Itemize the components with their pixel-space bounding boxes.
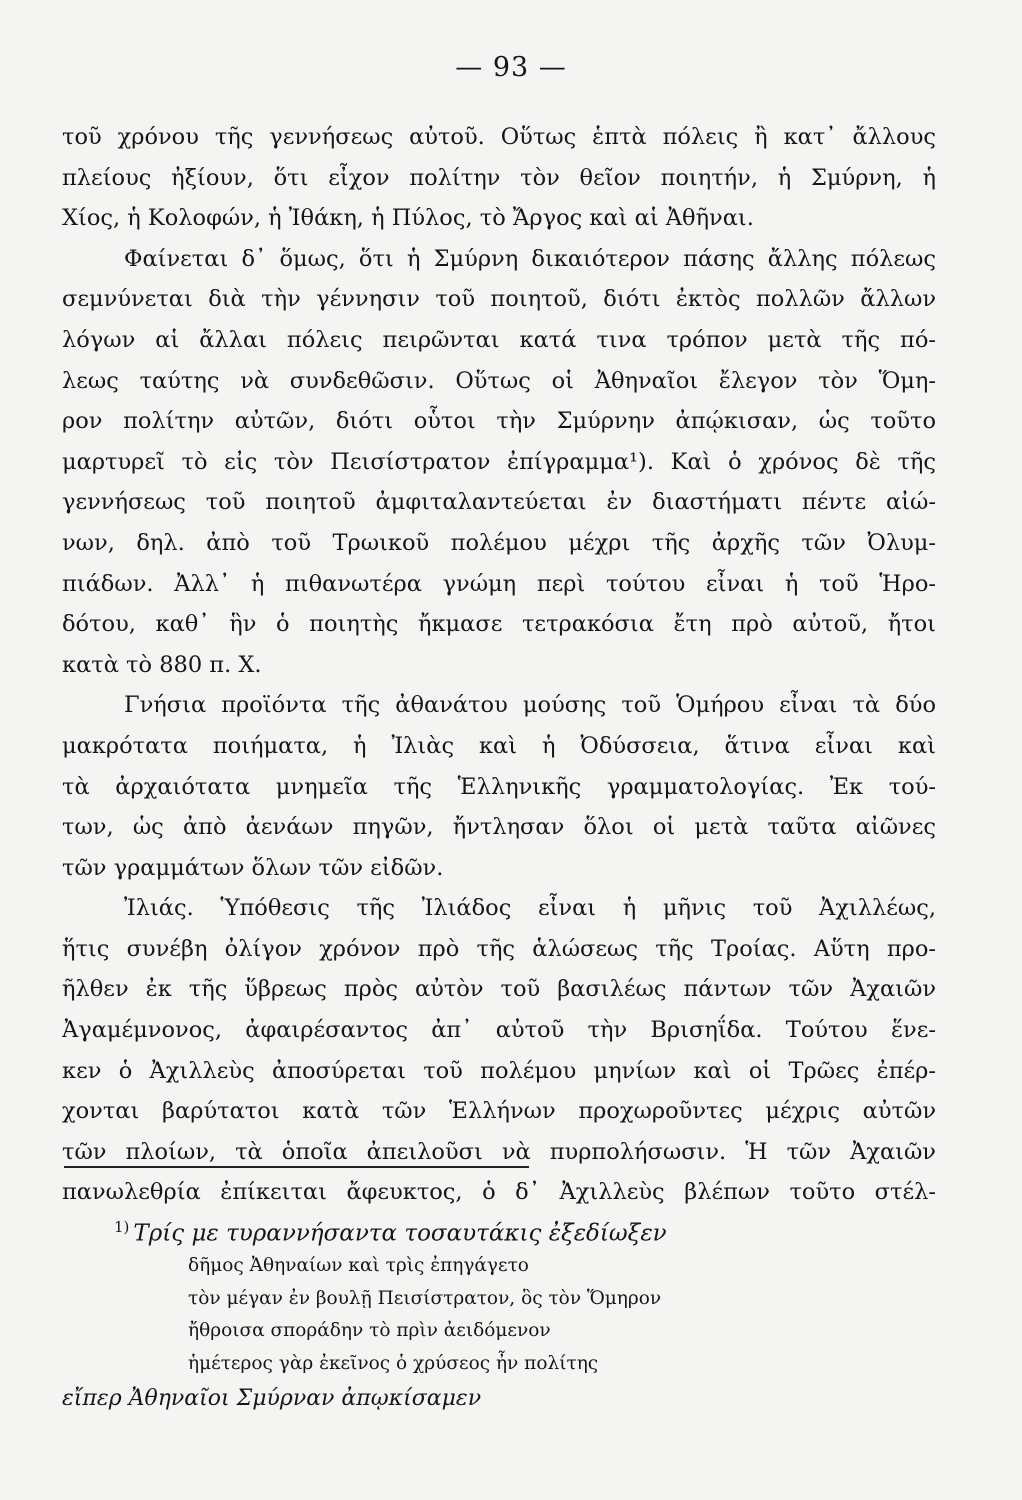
text-line: τὰ ἀρχαιότατα μνημεῖα τῆς Ἑλληνικῆς γραμματολογίας. Ἐκ τού- <box>62 773 936 800</box>
text-line: μακρότατα ποιήματα, ἡ Ἰλιὰς καὶ ἡ Ὀδύσσεια, ἅτινα εἶναι καὶ <box>62 732 936 759</box>
poem-line: δῆμος Ἀθηναίων καὶ τρὶς ἐπηγάγετο <box>188 1255 529 1276</box>
text-line: σεμνύνεται διὰ τὴν γέννησιν τοῦ ποιητοῦ, διότι ἐκτὸς πολλῶν ἄλλων <box>62 286 936 313</box>
text-line: νων, δηλ. ἀπὸ τοῦ Τρωικοῦ πολέμου μέχρι τῆς ἀρχῆς τῶν Ὀλυμ- <box>62 529 936 556</box>
text-line: λόγων αἱ ἄλλαι πόλεις πειρῶνται κατά τινα τρόπον μετὰ τῆς πό- <box>62 326 936 353</box>
text-line: μαρτυρεῖ τὸ εἰς τὸν Πεισίστρατον ἐπίγραμμα¹). Καὶ ὁ χρόνος δὲ τῆς <box>62 448 936 475</box>
text-line: ῆλθεν ἐκ τῆς ὕβρεως πρὸς αὐτὸν τοῦ βασιλέως πάντων τῶν Ἀχαιῶν <box>62 976 936 1003</box>
text-line: χονται βαρύτατοι κατὰ τῶν Ἑλλήνων προχωροῦντες μέχρις αὐτῶν <box>62 1098 936 1125</box>
footnote-first-line <box>114 1208 934 1246</box>
text-line: λεως ταύτης νὰ συνδεθῶσιν. Οὕτως οἱ Ἀθηναῖοι ἔλεγον τὸν Ὅμη- <box>62 367 936 394</box>
text-line: τῶν πλοίων, τὰ ὁποῖα ἀπειλοῦσι νὰ πυρπολήσωσιν. Ἡ τῶν Ἀχαιῶν <box>62 1138 936 1165</box>
footnote <box>114 1208 934 1380</box>
footnote-marker: 1) <box>114 1218 130 1236</box>
text-line: κατὰ τὸ 880 π. Χ. <box>62 651 262 678</box>
text-line: γεννήσεως τοῦ ποιητοῦ ἀμφιταλαντεύεται ἐν διαστήματι πέντε αἰώ- <box>62 489 936 516</box>
poem-line: τὸν μέγαν ἐν βουλῇ Πεισίστρατον, ὃς τὸν Ὅμηρον <box>188 1287 662 1309</box>
footnote-last-line: εἴπερ Ἀθηναῖοι Σμύρναν ἀπῳκίσαμεν <box>62 1386 482 1411</box>
text-line: των, ὡς ἀπὸ ἀενάων πηγῶν, ἤντλησαν ὅλοι οἱ μετὰ ταῦτα αἰῶνες <box>62 814 936 841</box>
footnote-first-line-text: Τρίς με τυραννήσαντα τοσαυτάκις ἐξεδίωξεν <box>133 1220 667 1247</box>
poem-line: ἤθροισα σποράδην τὸ πρὶν ἀειδόμενον <box>188 1320 551 1341</box>
text-line: ἥτις συνέβη ὀλίγον χρόνον πρὸ τῆς ἁλώσεως τῆς Τροίας. Αὕτη προ- <box>62 935 936 962</box>
footnote-poem <box>114 1250 934 1380</box>
text-line: ρον πολίτην αὐτῶν, διότι οὗτοι τὴν Σμύρνην ἀπῴκισαν, ὡς τοῦτο <box>62 408 936 435</box>
text-line: Φαίνεται δ᾽ ὅμως, ὅτι ἡ Σμύρνη δικαιότερον πάσης ἄλλης πόλεως <box>124 245 936 272</box>
footnote-divider <box>64 1166 529 1168</box>
text-line: δότου, καθ᾽ ἣν ὁ ποιητὴς ἤκμασε τετρακόσια ἔτη πρὸ αὐτοῦ, ἤτοι <box>62 611 936 638</box>
poem-line: ἡμέτερος γὰρ ἐκεῖνος ὁ χρύσεος ἦν πολίτης <box>188 1352 599 1374</box>
body-text <box>62 117 936 1213</box>
text-line: Χίος, ἡ Κολοφών, ἡ Ἰθάκη, ἡ Πύλος, τὸ Ἄργος καὶ αἱ Ἀθῆναι. <box>62 205 754 232</box>
text-line: τοῦ χρόνου τῆς γεννήσεως αὐτοῦ. Οὕτως ἑπτὰ πόλεις ἢ κατ᾽ ἄλλους <box>62 124 936 150</box>
text-line: πλείους ἠξίουν, ὅτι εἶχον πολίτην τὸν θεῖον ποιητήν, ἡ Σμύρνη, ἡ <box>62 164 936 191</box>
text-line: Γνήσια προϊόντα τῆς ἀθανάτου μούσης τοῦ Ὁμήρου εἶναι τὰ δύο <box>124 692 936 719</box>
text-line: τῶν γραμμάτων ὅλων τῶν εἰδῶν. <box>62 854 444 881</box>
text-line: πανωλεθρία ἐπίκειται ἄφευκτος, ὁ δ᾽ Ἀχιλλεὺς βλέπων τοῦτο στέλ- <box>62 1179 936 1206</box>
text-line: πιάδων. Ἀλλ᾽ ἡ πιθανωτέρα γνώμη περὶ τούτου εἶναι ἡ τοῦ Ἡρο- <box>62 570 936 597</box>
page-number: — 93 — <box>455 52 567 83</box>
text-line: Ἀγαμέμνονος, ἀφαιρέσαντος ἀπ᾽ αὐτοῦ τὴν Βρισηΐδα. Τούτου ἕνε- <box>62 1017 936 1044</box>
text-line: Ἰλιάς. Ὑπόθεσις τῆς Ἰλιάδος εἶναι ἡ μῆνις τοῦ Ἀχιλλέως, <box>124 895 936 922</box>
text-line: κεν ὁ Ἀχιλλεὺς ἀποσύρεται τοῦ πολέμου μηνίων καὶ οἱ Τρῶες ἐπέρ- <box>62 1057 936 1084</box>
